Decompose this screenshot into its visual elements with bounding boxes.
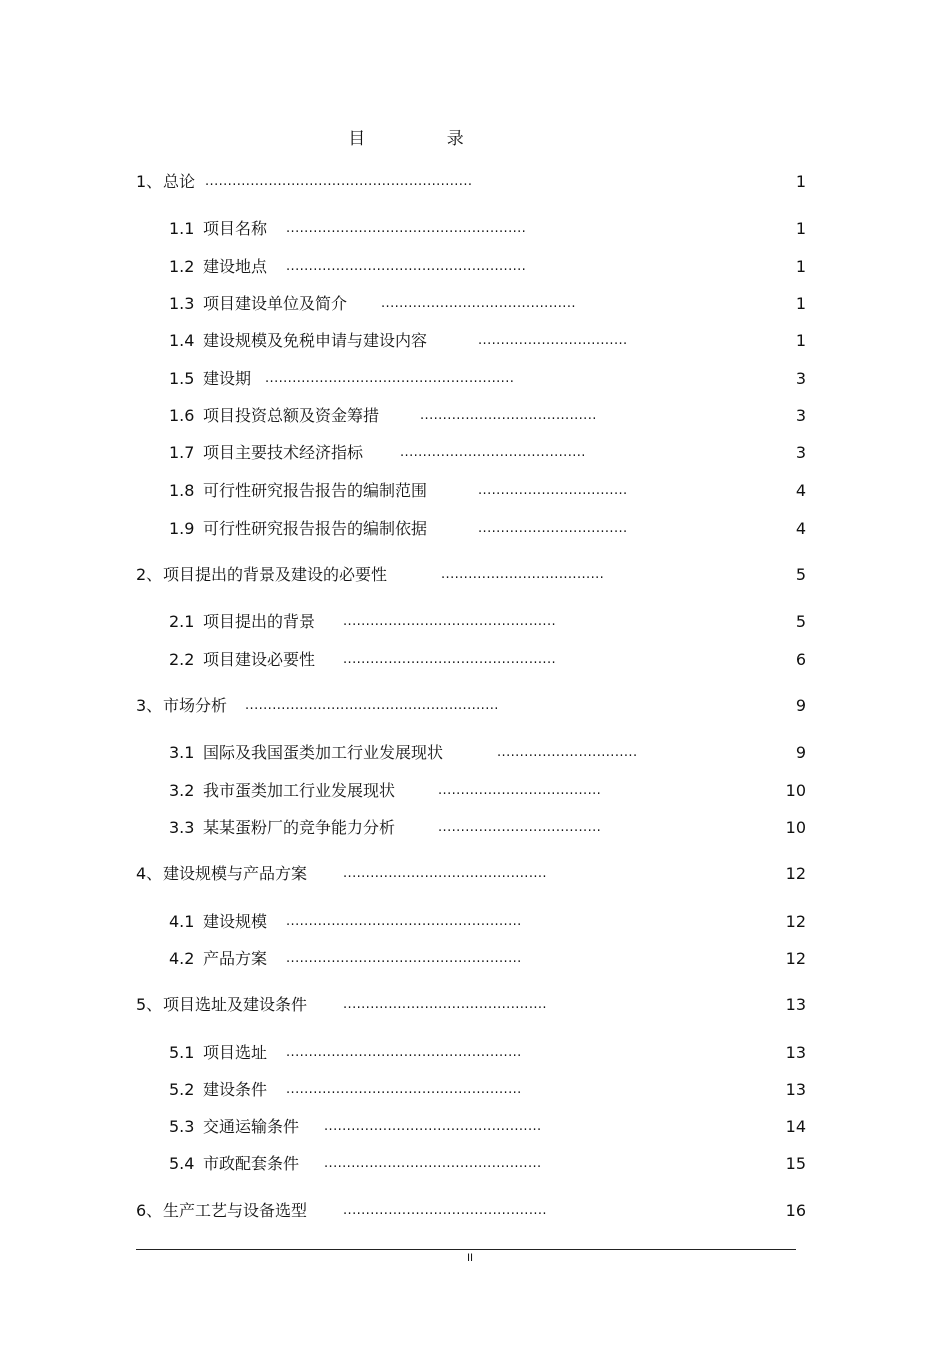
toc-entry-label: 可行性研究报告报告的编制范围 bbox=[203, 481, 428, 500]
toc-dot-leader: ............................................. bbox=[343, 1203, 547, 1218]
toc-entry-label: 项目提出的背景 bbox=[203, 612, 316, 631]
toc-entry-number: 1.4 bbox=[169, 331, 195, 350]
toc-entry-page-number: 9 bbox=[795, 696, 806, 715]
toc-entry-label: 总论 bbox=[163, 172, 196, 191]
toc-entry-page-number: 5 bbox=[795, 565, 806, 584]
toc-entry-label: 项目主要技术经济指标 bbox=[203, 443, 364, 462]
toc-dot-leader: ................................................ bbox=[324, 1156, 542, 1171]
toc-entry-number: 1.6 bbox=[169, 406, 195, 425]
toc-entry-page-number: 13 bbox=[785, 995, 806, 1014]
toc-section-entry bbox=[0, 292, 950, 316]
toc-entry-page-number: 6 bbox=[795, 650, 806, 669]
toc-chapter-entry bbox=[0, 1199, 950, 1223]
toc-dot-leader: ....................................................... bbox=[265, 371, 515, 386]
toc-dot-leader: .................................................... bbox=[286, 1082, 522, 1097]
toc-entry-label: 建设规模及免税申请与建设内容 bbox=[203, 331, 428, 350]
toc-entry-label: 建设期 bbox=[203, 369, 252, 388]
toc-entry-page-number: 1 bbox=[795, 257, 806, 276]
toc-entry-page-number: 12 bbox=[785, 912, 806, 931]
toc-entry-label: 可行性研究报告报告的编制依据 bbox=[203, 519, 428, 538]
toc-entry-page-number: 16 bbox=[785, 1201, 806, 1220]
toc-dot-leader: ........................................................... bbox=[205, 174, 473, 189]
toc-entry-label: 项目名称 bbox=[203, 219, 268, 238]
toc-chapter-entry bbox=[0, 170, 950, 194]
toc-section-entry bbox=[0, 1078, 950, 1102]
toc-entry-page-number: 10 bbox=[785, 781, 806, 800]
toc-dot-leader: ......................................... bbox=[400, 445, 586, 460]
toc-section-entry bbox=[0, 329, 950, 353]
toc-dot-leader: ................................. bbox=[478, 521, 628, 536]
toc-entry-page-number: 4 bbox=[795, 519, 806, 538]
toc-entry-number: 1.5 bbox=[169, 369, 195, 388]
toc-entry-label: 我市蛋类加工行业发展现状 bbox=[203, 781, 396, 800]
toc-dot-leader: .................................... bbox=[438, 783, 602, 798]
toc-entry-number: 6、 bbox=[136, 1201, 163, 1220]
toc-dot-leader: .................................... bbox=[438, 820, 602, 835]
toc-dot-leader: ............................................. bbox=[343, 866, 547, 881]
toc-entry-page-number: 3 bbox=[795, 406, 806, 425]
toc-entry-label: 国际及我国蛋类加工行业发展现状 bbox=[203, 743, 444, 762]
toc-entry-page-number: 1 bbox=[795, 172, 806, 191]
toc-dot-leader: ........................................................ bbox=[245, 698, 499, 713]
toc-entry-label: 建设地点 bbox=[203, 257, 268, 276]
toc-entry-number: 5、 bbox=[136, 995, 163, 1014]
footer-divider bbox=[136, 1249, 796, 1250]
toc-section-entry bbox=[0, 816, 950, 840]
toc-entry-number: 4.1 bbox=[169, 912, 195, 931]
toc-section-entry bbox=[0, 648, 950, 672]
toc-entry-label: 项目投资总额及资金筹措 bbox=[203, 406, 380, 425]
toc-section-entry bbox=[0, 741, 950, 765]
toc-entry-page-number: 1 bbox=[795, 219, 806, 238]
toc-section-entry bbox=[0, 255, 950, 279]
toc-entry-number: 5.3 bbox=[169, 1117, 195, 1136]
toc-entry-page-number: 15 bbox=[785, 1154, 806, 1173]
toc-entry-page-number: 10 bbox=[785, 818, 806, 837]
toc-entry-page-number: 13 bbox=[785, 1043, 806, 1062]
toc-entry-number: 1.2 bbox=[169, 257, 195, 276]
toc-entry-page-number: 12 bbox=[785, 864, 806, 883]
toc-dot-leader: ............................................. bbox=[343, 997, 547, 1012]
toc-dot-leader: .................................................... bbox=[286, 951, 522, 966]
toc-dot-leader: ........................................... bbox=[381, 296, 576, 311]
toc-entry-number: 3.2 bbox=[169, 781, 195, 800]
toc-entry-page-number: 12 bbox=[785, 949, 806, 968]
toc-entry-label: 产品方案 bbox=[203, 949, 268, 968]
toc-section-entry bbox=[0, 441, 950, 465]
toc-entry-label: 某某蛋粉厂的竞争能力分析 bbox=[203, 818, 396, 837]
toc-entry-number: 2、 bbox=[136, 565, 163, 584]
toc-entry-number: 2.2 bbox=[169, 650, 195, 669]
toc-dot-leader: .................................................... bbox=[286, 1045, 522, 1060]
toc-entry-number: 1、 bbox=[136, 172, 163, 191]
toc-entry-page-number: 14 bbox=[785, 1117, 806, 1136]
toc-title: 目 录 bbox=[348, 129, 502, 149]
toc-section-entry bbox=[0, 910, 950, 934]
toc-entry-label: 交通运输条件 bbox=[203, 1117, 300, 1136]
toc-dot-leader: ................................................ bbox=[324, 1119, 542, 1134]
toc-entry-number: 1.1 bbox=[169, 219, 195, 238]
toc-dot-leader: ....................................... bbox=[420, 408, 597, 423]
toc-section-entry bbox=[0, 610, 950, 634]
toc-entry-label: 建设规模 bbox=[203, 912, 268, 931]
toc-chapter-entry bbox=[0, 862, 950, 886]
toc-entry-number: 3.3 bbox=[169, 818, 195, 837]
toc-section-entry bbox=[0, 1041, 950, 1065]
toc-section-entry bbox=[0, 947, 950, 971]
toc-entry-label: 建设规模与产品方案 bbox=[163, 864, 308, 883]
toc-entry-label: 项目选址 bbox=[203, 1043, 268, 1062]
toc-entry-page-number: 13 bbox=[785, 1080, 806, 1099]
toc-entry-page-number: 4 bbox=[795, 481, 806, 500]
toc-entry-number: 5.1 bbox=[169, 1043, 195, 1062]
toc-entry-page-number: 5 bbox=[795, 612, 806, 631]
toc-dot-leader: ..................................................... bbox=[286, 259, 527, 274]
toc-section-entry bbox=[0, 367, 950, 391]
toc-entry-number: 1.7 bbox=[169, 443, 195, 462]
toc-entry-label: 项目建设必要性 bbox=[203, 650, 316, 669]
toc-entry-number: 3、 bbox=[136, 696, 163, 715]
toc-entry-label: 市政配套条件 bbox=[203, 1154, 300, 1173]
toc-entry-page-number: 9 bbox=[795, 743, 806, 762]
toc-section-entry bbox=[0, 1152, 950, 1176]
toc-dot-leader: ............................... bbox=[497, 745, 638, 760]
toc-chapter-entry bbox=[0, 563, 950, 587]
toc-entry-label: 项目建设单位及简介 bbox=[203, 294, 348, 313]
toc-dot-leader: .................................... bbox=[441, 567, 605, 582]
toc-entry-label: 项目选址及建设条件 bbox=[163, 995, 308, 1014]
toc-section-entry bbox=[0, 1115, 950, 1139]
toc-dot-leader: ............................................... bbox=[343, 652, 557, 667]
toc-dot-leader: ..................................................... bbox=[286, 221, 527, 236]
toc-section-entry bbox=[0, 779, 950, 803]
toc-entry-label: 市场分析 bbox=[163, 696, 228, 715]
toc-dot-leader: ................................. bbox=[478, 483, 628, 498]
footer-page-number: II bbox=[466, 1252, 474, 1264]
toc-entry-number: 2.1 bbox=[169, 612, 195, 631]
toc-entry-page-number: 1 bbox=[795, 331, 806, 350]
toc-entry-number: 1.9 bbox=[169, 519, 195, 538]
toc-entry-label: 项目提出的背景及建设的必要性 bbox=[163, 565, 388, 584]
toc-entry-page-number: 3 bbox=[795, 369, 806, 388]
toc-entry-page-number: 1 bbox=[795, 294, 806, 313]
toc-entry-page-number: 3 bbox=[795, 443, 806, 462]
toc-entry-number: 3.1 bbox=[169, 743, 195, 762]
toc-entry-number: 4、 bbox=[136, 864, 163, 883]
toc-entry-label: 建设条件 bbox=[203, 1080, 268, 1099]
toc-entry-number: 5.4 bbox=[169, 1154, 195, 1173]
toc-dot-leader: ................................. bbox=[478, 333, 628, 348]
toc-dot-leader: .................................................... bbox=[286, 914, 522, 929]
toc-entry-number: 4.2 bbox=[169, 949, 195, 968]
toc-section-entry bbox=[0, 404, 950, 428]
toc-chapter-entry bbox=[0, 694, 950, 718]
toc-entry-number: 5.2 bbox=[169, 1080, 195, 1099]
toc-section-entry bbox=[0, 517, 950, 541]
toc-entry-label: 生产工艺与设备选型 bbox=[163, 1201, 308, 1220]
toc-entry-number: 1.8 bbox=[169, 481, 195, 500]
toc-dot-leader: ............................................... bbox=[343, 614, 557, 629]
toc-entry-number: 1.3 bbox=[169, 294, 195, 313]
toc-section-entry bbox=[0, 479, 950, 503]
toc-chapter-entry bbox=[0, 993, 950, 1017]
toc-section-entry bbox=[0, 217, 950, 241]
